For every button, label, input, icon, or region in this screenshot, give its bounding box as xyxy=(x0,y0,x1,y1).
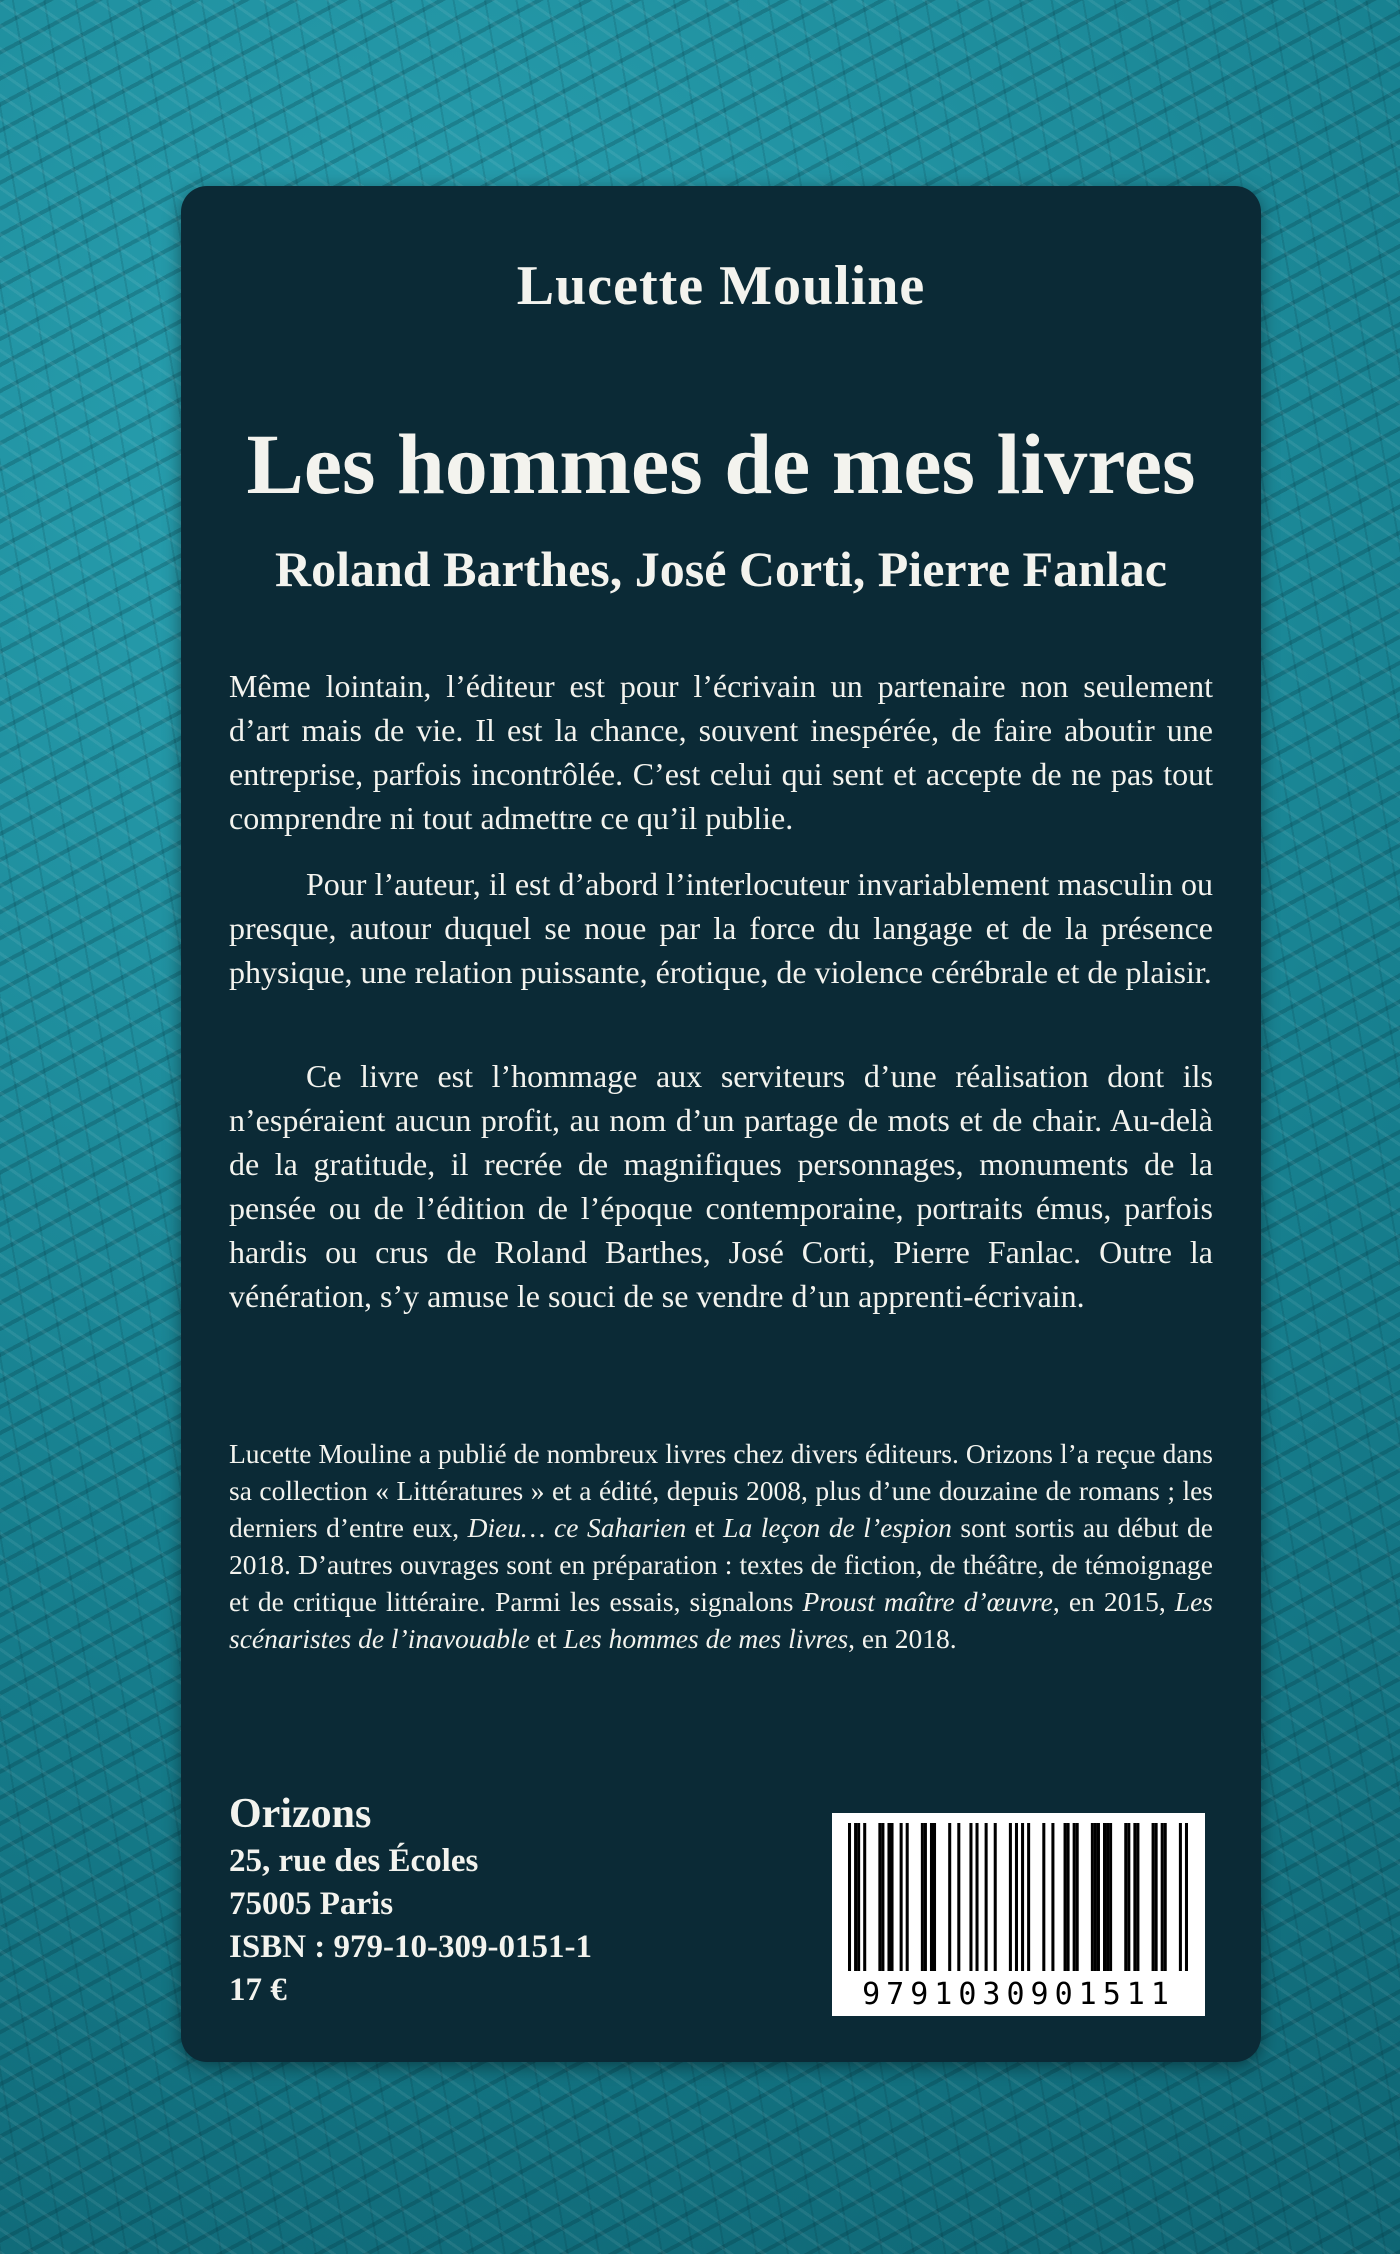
barcode-bar xyxy=(1015,1823,1018,1971)
barcode-bar xyxy=(854,1823,857,1971)
publisher-info xyxy=(229,1788,592,2012)
author-name: Lucette Mouline xyxy=(516,255,926,317)
blurb-paragraph: Pour l’auteur, il est d’abord l’interlocuteur invariablement masculin ou presque, autour duquel se noue par la force du langage et de la présence physique, une relation puissante, érotique, de violence cérébrale et de plaisir. xyxy=(229,866,1213,990)
barcode-bar xyxy=(887,1823,890,1971)
barcode-bar xyxy=(863,1823,866,1971)
barcode-bar xyxy=(1042,1823,1045,1971)
barcode-bar xyxy=(930,1823,933,1971)
barcode-bar xyxy=(1133,1823,1136,1971)
barcode-bar xyxy=(1051,1823,1054,1971)
bio-book-title: Les hommes de mes livres xyxy=(563,1623,849,1654)
barcode-bar xyxy=(969,1823,972,1971)
barcode-bar xyxy=(1094,1823,1097,1971)
bio-book-title: La leçon de l’espion xyxy=(723,1512,952,1543)
barcode-bar xyxy=(1106,1823,1109,1971)
barcode-bar xyxy=(1164,1823,1167,1971)
price: 17 € xyxy=(229,1972,287,2008)
barcode-bar xyxy=(1067,1823,1070,1971)
barcode-bar xyxy=(1155,1823,1158,1971)
barcode-bar xyxy=(1161,1823,1164,1971)
barcode-bar xyxy=(985,1823,988,1971)
barcode xyxy=(832,1813,1205,2016)
barcode-bar xyxy=(1064,1823,1067,1971)
publisher-name: Orizons xyxy=(229,1791,372,1837)
back-cover-panel xyxy=(181,186,1261,2062)
barcode-bar xyxy=(976,1823,979,1971)
barcode-bar xyxy=(900,1823,903,1971)
barcode-bar xyxy=(891,1823,894,1971)
barcode-digits: 9791030901511 xyxy=(862,1977,1175,2012)
barcode-bar xyxy=(1109,1823,1112,1971)
barcode-bar xyxy=(857,1823,860,1971)
bio-text: et xyxy=(529,1623,564,1654)
barcode-bar xyxy=(878,1823,881,1971)
barcode-bar xyxy=(1076,1823,1079,1971)
book-title: Les hommes de mes livres xyxy=(246,416,1196,512)
barcode-bar xyxy=(906,1823,909,1971)
barcode-bar xyxy=(994,1823,997,1971)
bio-text: , en 2018. xyxy=(848,1623,957,1654)
barcode-bar xyxy=(1021,1823,1024,1971)
barcode-bar xyxy=(1136,1823,1139,1971)
bio-text: et xyxy=(686,1512,724,1543)
barcode-bar xyxy=(1185,1823,1188,1971)
publisher-street: 25, rue des Écoles xyxy=(229,1843,479,1879)
barcode-bar xyxy=(1091,1823,1094,1971)
barcode-bar xyxy=(1152,1823,1155,1971)
barcode-bar xyxy=(1103,1823,1106,1971)
barcode-bar xyxy=(948,1823,951,1971)
barcode-bar xyxy=(1124,1823,1127,1971)
blurb-paragraph: Même lointain, l’éditeur est pour l’écrivain un partenaire non seulement d’art mais de vie. Il est la chance, souvent inespérée, de faire aboutir une entreprise, parfois incontrôlée. C’est celui qui sent et accepte de ne pas tout comprendre ni tout admettre ce qu’il publie. xyxy=(229,668,1213,836)
barcode-bar xyxy=(881,1823,884,1971)
barcode-bar xyxy=(1027,1823,1030,1971)
publisher-city: 75005 Paris xyxy=(229,1886,394,1922)
barcode-bars xyxy=(840,1823,1197,1973)
barcode-bar xyxy=(1097,1823,1100,1971)
blurb-paragraph: Ce livre est l’hommage aux serviteurs d’une réalisation dont ils n’espéraient aucun profit, au nom d’un partage de mots et de chair. Au-delà de la gratitude, il recrée de magnifiques personnages, monuments de la pensée ou de l’édition de l’époque contemporaine, portraits émus, parfois hardis ou crus de Roland Barthes, José Corti, Pierre Fanlac. Outre la vénération, s’y amuse le souci de se vendre d’un apprenti-écrivain. xyxy=(229,1058,1213,1314)
barcode-bar xyxy=(921,1823,924,1971)
barcode-bar xyxy=(924,1823,927,1971)
barcode-bar xyxy=(848,1823,851,1971)
bio-book-title: Les scénaristes de l’inavouable xyxy=(229,1586,1213,1654)
bio-book-title: Dieu… ce Saharien xyxy=(467,1512,687,1543)
barcode-bar xyxy=(957,1823,960,1971)
isbn: ISBN : 979-10-309-0151-1 xyxy=(229,1929,592,1965)
barcode-bar xyxy=(1127,1823,1130,1971)
barcode-bar xyxy=(1073,1823,1076,1971)
bio-text: , en 2015, xyxy=(1052,1586,1175,1617)
barcode-bar xyxy=(933,1823,936,1971)
bio-book-title: Proust maître d’œuvre xyxy=(802,1586,1053,1617)
barcode-bar xyxy=(1179,1823,1182,1971)
bio-text: Lucette Mouline a publié de nombreux livres chez divers éditeurs. Orizons l’a reçue dans sa collection « Littératures » et a édité, depuis 2008, plus d’une douzaine de romans ; les derniers d’entre eux, xyxy=(229,1438,1213,1543)
author-bio xyxy=(229,1435,1213,1657)
bio-text: sont sortis au début de 2018. D’autres ouvrages sont en préparation : textes de fiction, de théâtre, de témoignage et de critique littéraire. Parmi les essais, signalons xyxy=(229,1512,1213,1617)
barcode-bar xyxy=(1009,1823,1012,1971)
book-subtitle: Roland Barthes, José Corti, Pierre Fanlac xyxy=(275,541,1167,597)
